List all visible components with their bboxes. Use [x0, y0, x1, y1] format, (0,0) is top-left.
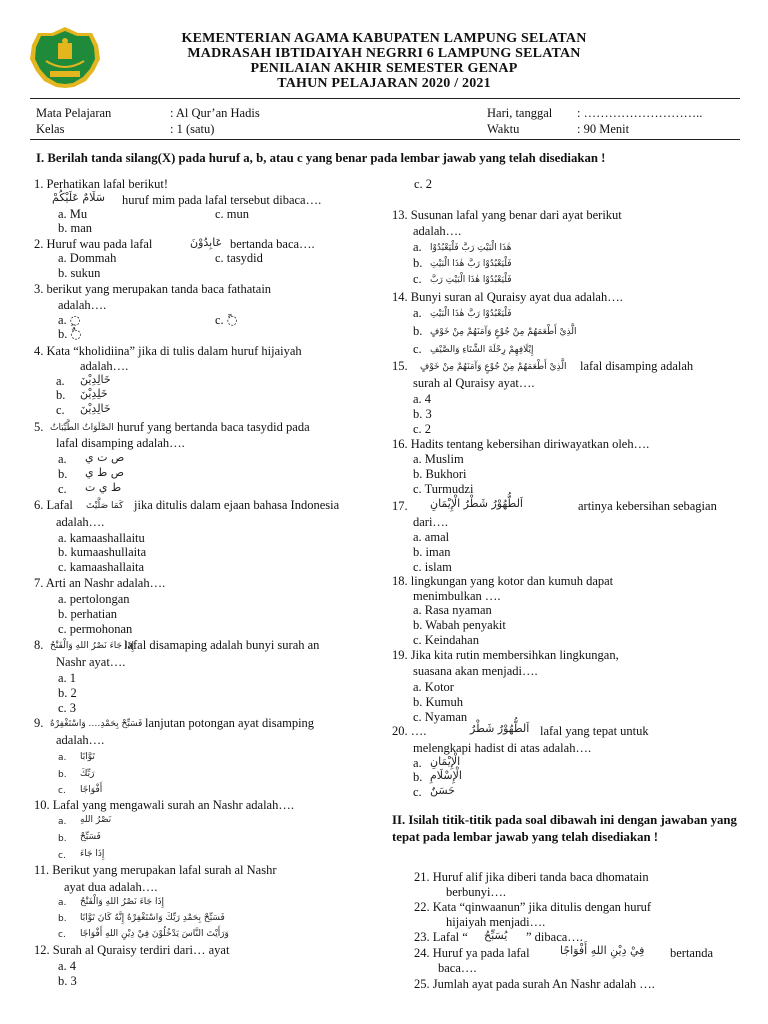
- question-1: 1. Perhatikan lafal berikut!: [34, 177, 168, 191]
- question-5-arabic: الصَّلَوَاتُ الطَّيِّبَاتُ: [50, 423, 114, 433]
- section-1-title: I. Berilah tanda silang(X) pada huruf a, b, atau c yang benar pada lembar jawab yang telah disediakan !: [36, 151, 606, 165]
- q4-option-a-arabic: خَالِدِيْنَ: [80, 373, 111, 386]
- q7-option-b: b. perhatian: [58, 607, 118, 621]
- q7-option-c: c. permohonan: [58, 622, 133, 636]
- q6-option-b: b. kumaashullaita: [58, 545, 147, 559]
- question-11: 11. Berikut yang merupakan lafal surah al Nashr: [34, 863, 277, 877]
- q16-option-b: b. Bukhori: [413, 467, 467, 481]
- q11-option-c-arabic: وَرَأَيْتَ النَّاسَ يَدْخُلُوْنَ فِيْ دِيْنِ اللهِ أَفْوَاجًا: [80, 929, 229, 939]
- q11-option-c: c.: [58, 930, 66, 940]
- question-15-text-2: surah al Quraisy ayat….: [413, 376, 535, 390]
- q6-option-c: c. kamaashallaita: [58, 560, 145, 574]
- question-13-text: adalah….: [413, 224, 462, 238]
- q10-option-b: b.: [58, 834, 67, 844]
- question-20-text-2: melengkapi hadist di atas adalah….: [413, 741, 592, 755]
- q20-option-a-arabic: الْإِيْمَانِ: [430, 755, 461, 768]
- q11-option-b: b.: [58, 914, 67, 924]
- class-label: Kelas: [36, 122, 65, 136]
- q11-option-b-arabic: فَسَبِّحْ بِحَمْدِ رَبِّكَ وَاسْتَغْفِرْهُ إِنَّهُ كَانَ تَوَّابًا: [80, 913, 225, 923]
- q16-option-c: c. Turmudzi: [413, 482, 474, 496]
- question-14: 14. Bunyi suran al Quraisy ayat dua adalah….: [392, 290, 623, 304]
- q19-option-c: c. Nyaman: [413, 710, 468, 724]
- q15-option-c: c. 2: [413, 422, 432, 436]
- header-exam: PENILAIAN AKHIR SEMESTER GENAP: [250, 61, 518, 76]
- q5-option-b-arabic: ص ط ي: [85, 466, 125, 479]
- q17-option-a: a. amal: [413, 530, 450, 544]
- question-18: 18. lingkungan yang kotor dan kumuh dapat: [392, 574, 614, 588]
- question-23-arabic: يُسَبِّحُ: [484, 929, 508, 942]
- q1-option-b: b. man: [58, 221, 93, 235]
- q9-option-b-arabic: رَبِّكَ: [80, 769, 95, 779]
- question-20-text: lafal yang tepat untuk: [540, 724, 649, 738]
- q12-option-c: c. 2: [414, 177, 433, 191]
- q4-option-c-arabic: خَالِدِيْنَ: [80, 402, 111, 415]
- q18-option-a: a. Rasa nyaman: [413, 603, 492, 617]
- question-21: 21. Huruf alif jika diberi tanda baca dhomatain: [414, 870, 649, 884]
- question-6: 6. Lafal: [34, 498, 73, 512]
- q14-option-b-arabic: الَّذِيْ أَطْعَمَهُمْ مِنْ جُوْعٍ وَآمَنَهُمْ مِنْ خَوْفٍ: [430, 327, 577, 337]
- q13-option-c-arabic: فَلْيَعْبُدُوْا هٰذَا الْبَيْتِ رَبَّ: [430, 275, 512, 285]
- q5-option-a: a.: [58, 452, 67, 466]
- question-9-text: lanjutan potongan ayat disamping: [145, 716, 315, 730]
- q15-option-a: a. 4: [413, 392, 432, 406]
- question-2-text: bertanda baca….: [230, 237, 315, 251]
- question-17: 17.: [392, 499, 408, 513]
- question-5-text-2: lafal disamping adalah….: [56, 436, 185, 450]
- question-17-arabic: اَلطُّهُوْرُ شَطْرُ الْإِيْمَانِ: [430, 497, 523, 510]
- q4-option-a: a.: [56, 374, 65, 388]
- question-6-text: jika ditulis dalam ejaan bahasa Indonesia: [134, 498, 340, 512]
- q20-option-b: b.: [413, 770, 423, 784]
- q2-option-a: a. Dommah: [58, 251, 117, 265]
- q4-option-b-arabic: خَلِدِيْنَ: [80, 387, 108, 400]
- question-8: 8.: [34, 638, 44, 652]
- section-2-title: II. Isilah titik-titik pada soal dibawah ini dengan jawaban yang tepat pada lembar jawab yang telah disediakan !: [392, 813, 737, 844]
- question-11-text: ayat dua adalah….: [64, 880, 158, 894]
- question-9-text-2: adalah….: [56, 733, 105, 747]
- q18-option-b: b. Wabah penyakit: [413, 618, 506, 632]
- question-5: 5.: [34, 420, 44, 434]
- header-year: TAHUN PELAJARAN 2020 / 2021: [277, 76, 491, 91]
- question-25: 25. Jumlah ayat pada surah An Nashr adalah ….: [414, 977, 655, 991]
- q12-option-a: a. 4: [58, 959, 77, 973]
- q6-option-a: a. kamaashallaitu: [58, 531, 145, 545]
- question-8-text: lafal disamaping adalah bunyi surah an: [124, 638, 320, 652]
- question-20-arabic: اَلطُّهُوْرُ شَطْرُ: [470, 722, 530, 735]
- question-22: 22. Kata “qinwaanun” jika ditulis dengan huruf: [414, 900, 652, 914]
- question-6-arabic: كَمَا صَلَّيْتَ: [86, 501, 124, 511]
- question-23: 23. Lafal “: [414, 930, 468, 944]
- header-school: MADRASAH IBTIDAIYAH NEGRRI 6 LAMPUNG SELATAN: [187, 46, 581, 61]
- q17-option-c: c. islam: [413, 560, 452, 574]
- q2-option-c: c. tasydid: [215, 251, 263, 265]
- q3-option-b: b. ◌ٌ: [58, 327, 82, 341]
- q14-option-b: b.: [413, 324, 423, 338]
- q4-option-c: c.: [56, 403, 65, 417]
- q13-option-a-arabic: هٰذَا الْبَيْتِ رَبَّ فَلْيَعْبُدُوْا: [430, 243, 512, 253]
- header-divider: [30, 98, 740, 99]
- question-20: 20. ….: [392, 724, 427, 738]
- q5-option-c: c.: [58, 482, 67, 496]
- q13-option-c: c.: [413, 272, 422, 286]
- class-value: : 1 (satu): [170, 122, 215, 136]
- subject-value: : Al Qur’an Hadis: [170, 106, 260, 120]
- q9-option-a-arabic: تَوَّابًا: [80, 752, 95, 762]
- q2-option-b: b. sukun: [58, 266, 101, 280]
- question-5-text: huruf yang bertanda baca tasydid pada: [117, 420, 310, 434]
- q7-option-a: a. pertolongan: [58, 592, 130, 606]
- day-label: Hari, tanggal: [487, 106, 553, 120]
- q1-option-a: a. Mu: [58, 207, 88, 221]
- q14-option-c: c.: [413, 342, 422, 356]
- q13-option-a: a.: [413, 240, 422, 254]
- q8-option-a: a. 1: [58, 671, 77, 685]
- q17-option-b: b. iman: [413, 545, 451, 559]
- q8-option-c: c. 3: [58, 701, 77, 715]
- q9-option-b: b.: [58, 770, 67, 780]
- question-8-arabic: إِذَا جَاءَ نَصْرُ اللهِ وَالْفَتْحُ: [50, 641, 134, 651]
- question-19: 19. Jika kita rutin membersihkan lingkungan,: [392, 648, 619, 662]
- question-2-arabic: عَابِدُوْنَ: [190, 236, 223, 249]
- question-18-text: menimbulkan ….: [413, 589, 501, 603]
- time-label: Waktu: [487, 122, 520, 136]
- question-15: 15.: [392, 359, 408, 373]
- question-6-text-2: adalah….: [56, 515, 105, 529]
- question-9-arabic: فَسَبِّحْ بِحَمْدِ…. وَاسْتَغْفِرْهُ: [50, 719, 143, 729]
- question-22-text: hijaiyah menjadi….: [446, 915, 546, 929]
- question-24-text: bertanda: [670, 946, 714, 960]
- q5-option-b: b.: [58, 467, 68, 481]
- info-divider: [30, 139, 740, 140]
- header-ministry: KEMENTERIAN AGAMA KABUPATEN LAMPUNG SELATAN: [181, 31, 587, 46]
- question-3: 3. berikut yang merupakan tanda baca fathatain: [34, 282, 272, 296]
- question-24-arabic: فِيْ دِيْنِ اللهِ أَفْوَاجًا: [560, 944, 645, 957]
- q12-option-b: b. 3: [58, 974, 77, 988]
- q16-option-a: a. Muslim: [413, 452, 464, 466]
- question-24-text-2: baca….: [438, 961, 477, 975]
- q3-option-a: a. ◌ِ: [58, 313, 81, 327]
- q10-option-a: a.: [58, 817, 67, 827]
- q15-option-b: b. 3: [413, 407, 432, 421]
- question-4: 4. Kata “kholidiina” jika di tulis dalam huruf hijaiyah: [34, 344, 302, 358]
- q11-option-a: a.: [58, 898, 67, 908]
- question-9: 9.: [34, 716, 44, 730]
- question-7: 7. Arti an Nashr adalah….: [34, 576, 166, 590]
- question-17-text: artinya kebersihan sebagian: [578, 499, 717, 513]
- q5-option-c-arabic: ط ي ت: [85, 481, 122, 494]
- question-16: 16. Hadits tentang kebersihan diriwayatkan oleh….: [392, 437, 650, 451]
- q8-option-b: b. 2: [58, 686, 77, 700]
- q20-option-a: a.: [413, 756, 422, 770]
- question-24: 24. Huruf ya pada lafal: [414, 946, 530, 960]
- q14-option-a: a.: [413, 306, 422, 320]
- q1-option-c: c. mun: [215, 207, 250, 221]
- q20-option-c: c.: [413, 785, 422, 799]
- q9-option-a: a.: [58, 753, 67, 763]
- q14-option-a-arabic: فَلْيَعْبُدُوْا رَبَّ هٰذَا الْبَيْتِ: [430, 309, 512, 319]
- question-21-text: berbunyi….: [446, 885, 507, 899]
- q13-option-b: b.: [413, 256, 423, 270]
- q19-option-a: a. Kotor: [413, 680, 454, 694]
- q18-option-c: c. Keindahan: [413, 633, 479, 647]
- question-15-arabic: الَّذِيْ أَطْعَمَهُمْ مِنْ جُوْعٍ وَآمَنَهُمْ مِنْ خَوْفٍ: [420, 362, 567, 372]
- q4-option-b: b.: [56, 388, 66, 402]
- q3-option-c: c. ◌ً: [215, 313, 238, 327]
- day-value: : ………………………..: [577, 106, 703, 120]
- question-1-text: huruf mim pada lafal tersebut dibaca….: [122, 193, 322, 207]
- time-value: : 90 Menit: [577, 122, 630, 136]
- question-17-text-2: dari….: [413, 515, 449, 529]
- q20-option-c-arabic: حَسَنٌ: [430, 784, 455, 797]
- question-13: 13. Susunan lafal yang benar dari ayat berikut: [392, 208, 622, 222]
- q10-option-a-arabic: نَصْرُ اللهِ: [80, 815, 112, 825]
- q10-option-c: c.: [58, 851, 66, 861]
- question-2: 2. Huruf wau pada lafal: [34, 237, 153, 251]
- subject-label: Mata Pelajaran: [36, 106, 112, 120]
- question-12: 12. Surah al Quraisy terdiri dari… ayat: [34, 943, 230, 957]
- q9-option-c: c.: [58, 786, 66, 796]
- q11-option-a-arabic: إِذَا جَاءَ نَصْرُ اللهِ وَالْفَتْحُ: [80, 897, 164, 907]
- q19-option-b: b. Kumuh: [413, 695, 463, 709]
- q13-option-b-arabic: فَلْيَعْبُدُوْا رَبَّ هٰذَا الْبَيْتِ: [430, 259, 512, 269]
- question-15-text: lafal disamping adalah: [580, 359, 694, 373]
- q10-option-c-arabic: إِذَا جَاءَ: [80, 849, 105, 859]
- question-3-text: adalah….: [58, 298, 107, 312]
- q9-option-c-arabic: أَفْوَاجًا: [80, 785, 103, 795]
- q10-option-b-arabic: فَسَبِّحْ: [80, 832, 101, 842]
- question-10: 10. Lafal yang mengawali surah an Nashr adalah….: [34, 798, 294, 812]
- q20-option-b-arabic: الْإِسْلَامِ: [430, 769, 462, 782]
- question-1-arabic: سَلَامٌ عَلَيْكُمْ: [52, 191, 106, 204]
- q5-option-a-arabic: ص ت ي: [85, 451, 125, 464]
- q14-option-c-arabic: إِيْلَافِهِمْ رِحْلَةَ الشِّتَاءِ وَالصَّيْفِ: [430, 345, 534, 355]
- question-19-text: suasana akan menjadi….: [413, 664, 538, 678]
- question-8-text-2: Nashr ayat….: [56, 655, 126, 669]
- question-23-text: ” dibaca….: [526, 930, 583, 944]
- question-4-text: adalah….: [80, 359, 129, 373]
